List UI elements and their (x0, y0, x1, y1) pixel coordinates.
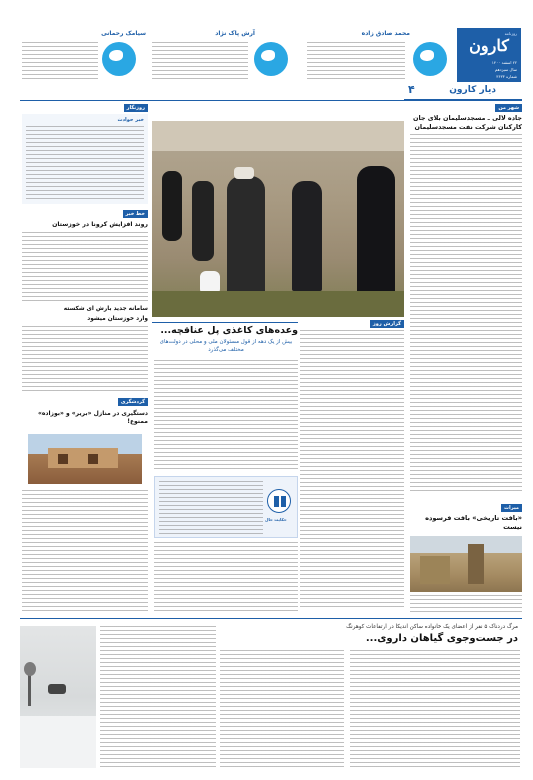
center-body-2 (154, 542, 298, 614)
twitter-text (152, 42, 248, 82)
section-title: دیار کارون (449, 85, 496, 95)
center-deck: بیش از یک دهه از قول مسئولان ملی و محلی در دولت‌های مختلف می‌گذرد (159, 339, 293, 353)
article-column (300, 330, 404, 610)
bottom-section (20, 622, 522, 772)
masthead-logo: کارون (469, 36, 509, 55)
left-box-1 (22, 114, 148, 204)
left-headline-2: روند افزایش کرونا در خوزستان (52, 221, 148, 228)
left-headline-4: وارد خوزستان میشود (87, 316, 148, 322)
left-label-1: روزنگار (124, 104, 148, 112)
twitter-icon (102, 42, 136, 76)
twitter-col-3 (20, 30, 148, 90)
twitter-icon (254, 42, 288, 76)
photo-divider (152, 322, 298, 323)
left-headline-5: دستگیری در منازل «بریر» و «بوزاده» ممنوع! (37, 410, 148, 425)
byline-label: گزارش روز (370, 320, 404, 328)
notice-label: میراث (501, 504, 522, 512)
center-right-text (300, 320, 404, 610)
twitter-icon (413, 42, 447, 76)
left-text-1 (26, 126, 144, 200)
center-body-1 (154, 360, 298, 472)
quote-icon (267, 489, 291, 513)
house-photo (28, 434, 142, 484)
bottom-rule (20, 618, 522, 619)
notice-headline: «بافت تاریخی» بافت فرسوده نیست (425, 514, 522, 531)
header-rule (20, 100, 522, 101)
twitter-col-2 (150, 30, 300, 90)
center-headline: وعده‌های کاغذی پل عناقچه... (160, 325, 298, 336)
bottom-text-1 (350, 650, 520, 768)
masthead-issue: سال سیزدهم (494, 67, 517, 72)
left-headline-3: سامانه جدید بارش ای شکسته (63, 306, 148, 312)
left-sub-1: خبر حوادث (117, 117, 144, 123)
left-label-3: گردشگری (118, 398, 148, 406)
twitter-author: آرش پاک نژاد (215, 30, 255, 37)
quote-text (159, 481, 263, 535)
snow-photo (20, 626, 96, 768)
right-column (410, 104, 522, 599)
left-text-3 (22, 326, 148, 392)
left-column (22, 104, 148, 614)
section-label: شهر من (495, 104, 522, 112)
bottom-headline-small: مرگ دردناک ۵ نفر از اعضای یک خانواده ساکن اندیکا در ارتفاعات کوهرنگ (346, 624, 518, 630)
masthead-number: شماره ۳۶۳۳ (496, 74, 517, 79)
right-column-cont (410, 595, 522, 615)
bottom-text-3 (100, 626, 216, 768)
main-photo (152, 121, 404, 317)
left-label-2: خط خبر (123, 210, 148, 218)
right-headline: جاده لالی ـ مسجدسلیمان بلای جان کارکنان شرکت نفت مسجدسلیمان (413, 114, 522, 131)
right-body-text (410, 134, 522, 494)
twitter-col-1 (305, 30, 455, 90)
bottom-text-2 (220, 650, 344, 768)
left-text-2 (22, 232, 148, 302)
twitter-author: سیامک رحمانی (101, 30, 146, 37)
historic-building-photo (410, 536, 522, 592)
masthead-logo-sub: روزنامه (504, 31, 517, 36)
quote-label: حکایت حال (265, 517, 287, 522)
twitter-author: محمد صادق زاده (361, 30, 410, 37)
twitter-text (307, 42, 405, 82)
bottom-headline: در جست‌وجوی گیاهان داروی... (365, 633, 518, 644)
center-quote-box (154, 476, 298, 538)
twitter-text (22, 42, 98, 82)
page-number: ۴ (408, 83, 415, 96)
masthead-date: ۲۲ اسفند ۱۴۰۰ (491, 60, 517, 65)
left-text-4 (22, 490, 148, 614)
